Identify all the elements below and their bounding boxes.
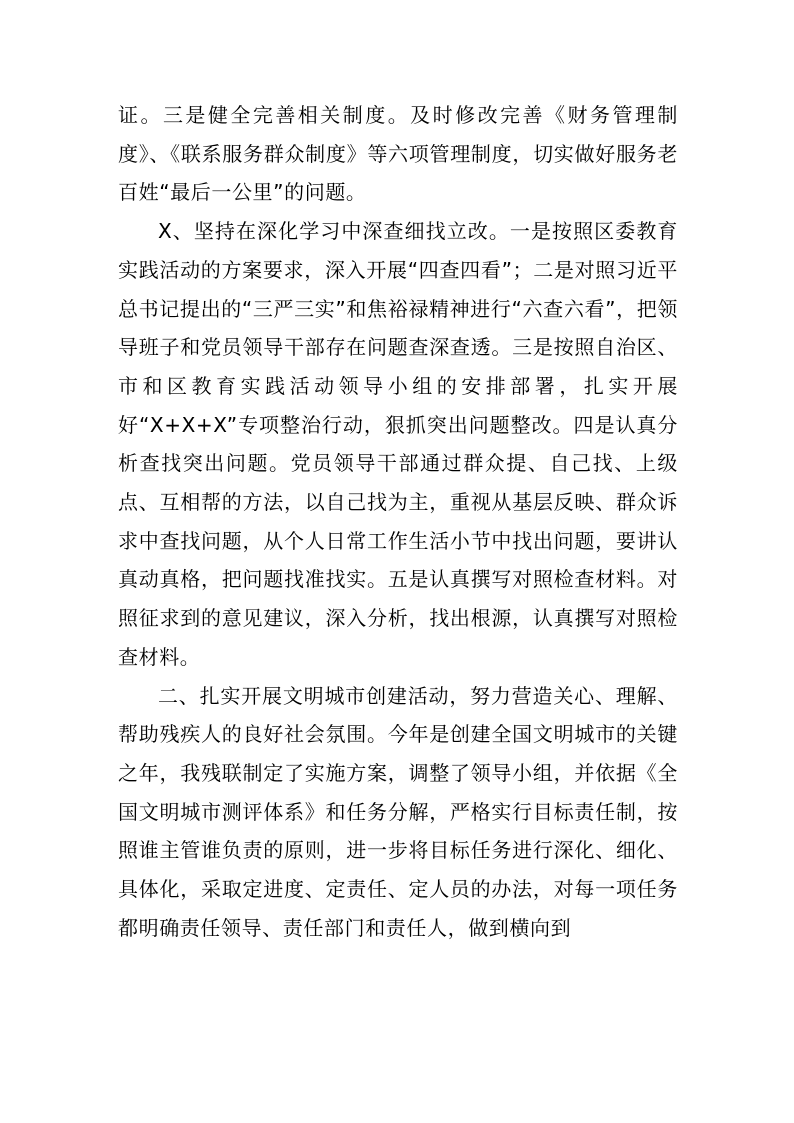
paragraph-civilized-city: 二、扎实开展文明城市创建活动，努力营造关心、理解、帮助残疾人的良好社会氛围。今年是创建全国文明城市的关键之年，我残联制定了实施方案，调整了领导小组，并依据《全国文明城市测评体系》和任务分解，严格实行目标责任制，按照谁主管谁负责的原则，进一步将目标任务进行深化、细化、具体化，采取定进度、定责任、定人员的办法，对每一项任务都明确责任领导、责任部门和责任人，做到横向到 bbox=[118, 683, 678, 940]
document-page bbox=[118, 96, 678, 947]
paragraph-continuation: 证。三是健全完善相关制度。及时修改完善《财务管理制度》、《联系服务群众制度》等六项管理制度，切实做好服务老百姓“最后一公里”的问题。 bbox=[118, 103, 678, 205]
paragraph-study-rectification: X、坚持在深化学习中深查细找立改。一是按照区委教育实践活动的方案要求，深入开展“四查四看”；二是对照习近平总书记提出的“三严三实”和焦裕禄精神进行“六查六看”，把领导班子和党员领导干部存在问题查深查透。三是按照自治区、市和区教育实践活动领导小组的安排部署，扎实开展好“X+X+X”专项整治行动，狠抓突出问题整改。四是认真分析查找突出问题。党员领导干部通过群众提、自己找、上级点、互相帮的方法，以自己找为主，重视从基层反映、群众诉求中查找问题，从个人日常工作生活小节中找出问题，要讲认真动真格，把问题找准找实。五是认真撰写对照检查材料。对照征求到的意见建议，深入分析，找出根源，认真撰写对照检查材料。 bbox=[118, 219, 678, 669]
